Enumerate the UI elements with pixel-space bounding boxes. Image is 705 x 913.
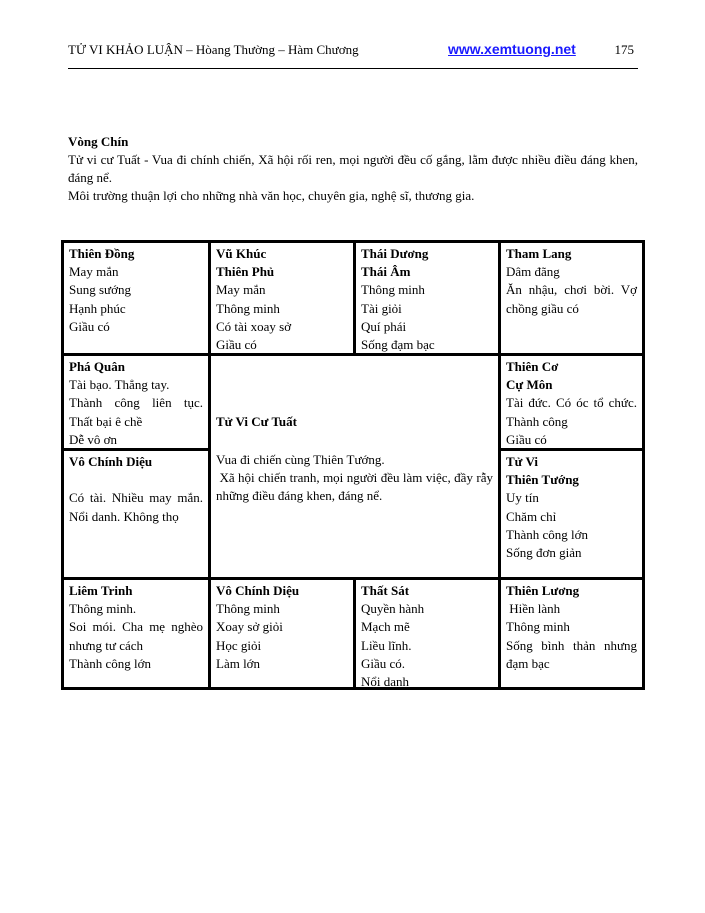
- cell-line: Tài giỏi: [361, 300, 402, 316]
- grid-line: [353, 243, 356, 356]
- cell-title: Liêm Trinh: [69, 583, 133, 598]
- section-heading: Vòng Chín: [68, 134, 129, 149]
- cell-title: Thái Dương: [361, 246, 429, 261]
- grid-line: [64, 353, 642, 356]
- cell-line: Giầu có: [69, 318, 110, 334]
- cell-line: Chăm chỉ: [506, 508, 557, 524]
- cell-title: Thất Sát: [361, 583, 410, 598]
- cell-line: Thất bại ê chề: [69, 413, 143, 429]
- cell-title-2: Thiên Tướng: [506, 472, 579, 488]
- cell-line: Thông minh: [361, 282, 425, 298]
- center-title: Tử Vi Cư Tuất: [216, 414, 297, 429]
- cell-title: Vô Chính Diệu: [216, 583, 300, 598]
- cell-title-2: Thiên Phủ: [216, 264, 275, 280]
- cell-title: Vũ Khúc: [216, 246, 267, 261]
- cell-thai-duong: [356, 243, 498, 353]
- cell-title: Tử Vi: [506, 454, 539, 469]
- cell-line: Giầu có: [506, 431, 547, 447]
- cell-line: Có tài xoay sở: [216, 318, 292, 334]
- cell-line: Quí phái: [361, 318, 407, 334]
- header-title: TỬ VI KHẢO LUẬN – Hòang Thường – Hàm Chương: [68, 42, 359, 57]
- cell-line: Nổi danh: [361, 674, 410, 690]
- cell-line: Dễ vô ơn: [69, 431, 118, 447]
- grid-line: [64, 577, 642, 580]
- cell-title-2: Thái Âm: [361, 264, 411, 280]
- cell-text: Dâm đãng Ăn nhậu, chơi bời. Vợ chồng giầu có: [506, 264, 637, 316]
- cell-spacer: [69, 471, 203, 489]
- cell-line: Liều lĩnh.: [361, 637, 412, 653]
- cell-line: Mạch mẽ: [361, 619, 410, 635]
- cell-line: Thông minh: [216, 601, 280, 617]
- cell-line: Giầu có.: [361, 655, 406, 671]
- cell-line: Thông minh: [216, 300, 280, 316]
- cell-title: Tham Lang: [506, 246, 572, 261]
- center-line: Vua đi chiến cùng Thiên Tướng.: [216, 452, 385, 467]
- cell-title-2: Cự Môn: [506, 377, 553, 393]
- cell-line: Quyền hành: [361, 601, 425, 617]
- cell-line: Sống đạm bạc: [361, 337, 435, 353]
- cell-title: Vô Chính Diệu: [69, 454, 153, 469]
- cell-line: May mắn: [69, 264, 119, 280]
- intro-section: [68, 133, 638, 205]
- cell-line: Uy tín: [506, 490, 539, 506]
- cell-that-sat: [356, 580, 498, 690]
- horoscope-grid: [61, 240, 645, 690]
- grid-line: [498, 448, 642, 451]
- cell-line: Sung sướng: [69, 282, 131, 298]
- website-link[interactable]: www.xemtuong.net: [448, 41, 576, 57]
- cell-vo-chinh-dieu-left: [64, 451, 208, 577]
- cell-title: Thiên Đồng: [69, 246, 135, 261]
- cell-title: Phá Quân: [69, 359, 125, 374]
- grid-line: [498, 243, 501, 690]
- grid-line: [208, 243, 211, 356]
- cell-thien-luong: [501, 580, 642, 690]
- cell-title: Thiên Lương: [506, 583, 580, 598]
- page-number: 175: [614, 42, 634, 57]
- cell-vo-chinh-dieu-bottom: [211, 580, 353, 690]
- cell-line: Sống đơn giản: [506, 545, 582, 561]
- cell-liem-trinh: [64, 580, 208, 690]
- grid-line: [208, 353, 211, 690]
- cell-line: Thành công liên tục.: [69, 395, 203, 411]
- center-line-2: Xã hội chiến tranh, mọi người đều làm việc, đầy rẫy những điều đáng khen, đáng nể.: [216, 470, 497, 504]
- cell-line: Thành công lớn: [69, 655, 151, 671]
- cell-line: Hiền lành: [506, 601, 561, 617]
- cell-title: Thiên Cơ: [506, 359, 559, 374]
- cell-pha-quan: [64, 356, 208, 448]
- center-body: [216, 451, 497, 506]
- cell-line: Giầu có: [216, 337, 257, 353]
- grid-line: [353, 577, 356, 690]
- cell-line: May mắn: [216, 282, 266, 298]
- cell-tu-vi: [501, 451, 642, 577]
- cell-text: Sống bình thản nhưng đạm bạc: [506, 637, 637, 671]
- cell-vu-khuc: [211, 243, 353, 353]
- cell-thien-dong: [64, 243, 208, 353]
- cell-line: Làm lớn: [216, 655, 261, 671]
- intro-paragraph: Tử vi cư Tuất - Vua đi chính chiến, Xã hội rối ren, mọi người đều cố gắng, lằm được nhiều điều đáng khen, đáng nể.: [68, 152, 638, 185]
- cell-tham-lang: [501, 243, 642, 353]
- header-rule: [68, 68, 638, 69]
- cell-text: Tài đức. Có óc tổ chức. Thành công: [506, 395, 637, 429]
- cell-line: Thông minh.: [69, 601, 137, 617]
- cell-line: Học giỏi: [216, 637, 262, 653]
- cell-line: Xoay sở giỏi: [216, 619, 283, 635]
- cell-text: Soi mói. Cha mẹ nghèo nhưng tư cách: [69, 619, 203, 653]
- cell-thien-co: [501, 356, 642, 448]
- grid-line: [64, 448, 211, 451]
- intro-paragraph-2: Môi trường thuận lợi cho những nhà văn học, chuyên gia, nghệ sĩ, thương gia.: [68, 188, 475, 203]
- cell-line: Thành công lớn: [506, 526, 588, 542]
- center-cell: [211, 356, 498, 577]
- page-header: [68, 42, 638, 62]
- cell-text: Có tài. Nhiều may mắn. Nổi danh. Không thọ: [69, 490, 203, 524]
- cell-line: Tài bạo. Thẳng tay.: [69, 377, 170, 393]
- cell-line: Hạnh phúc: [69, 300, 126, 316]
- cell-line: Thông minh: [506, 619, 570, 635]
